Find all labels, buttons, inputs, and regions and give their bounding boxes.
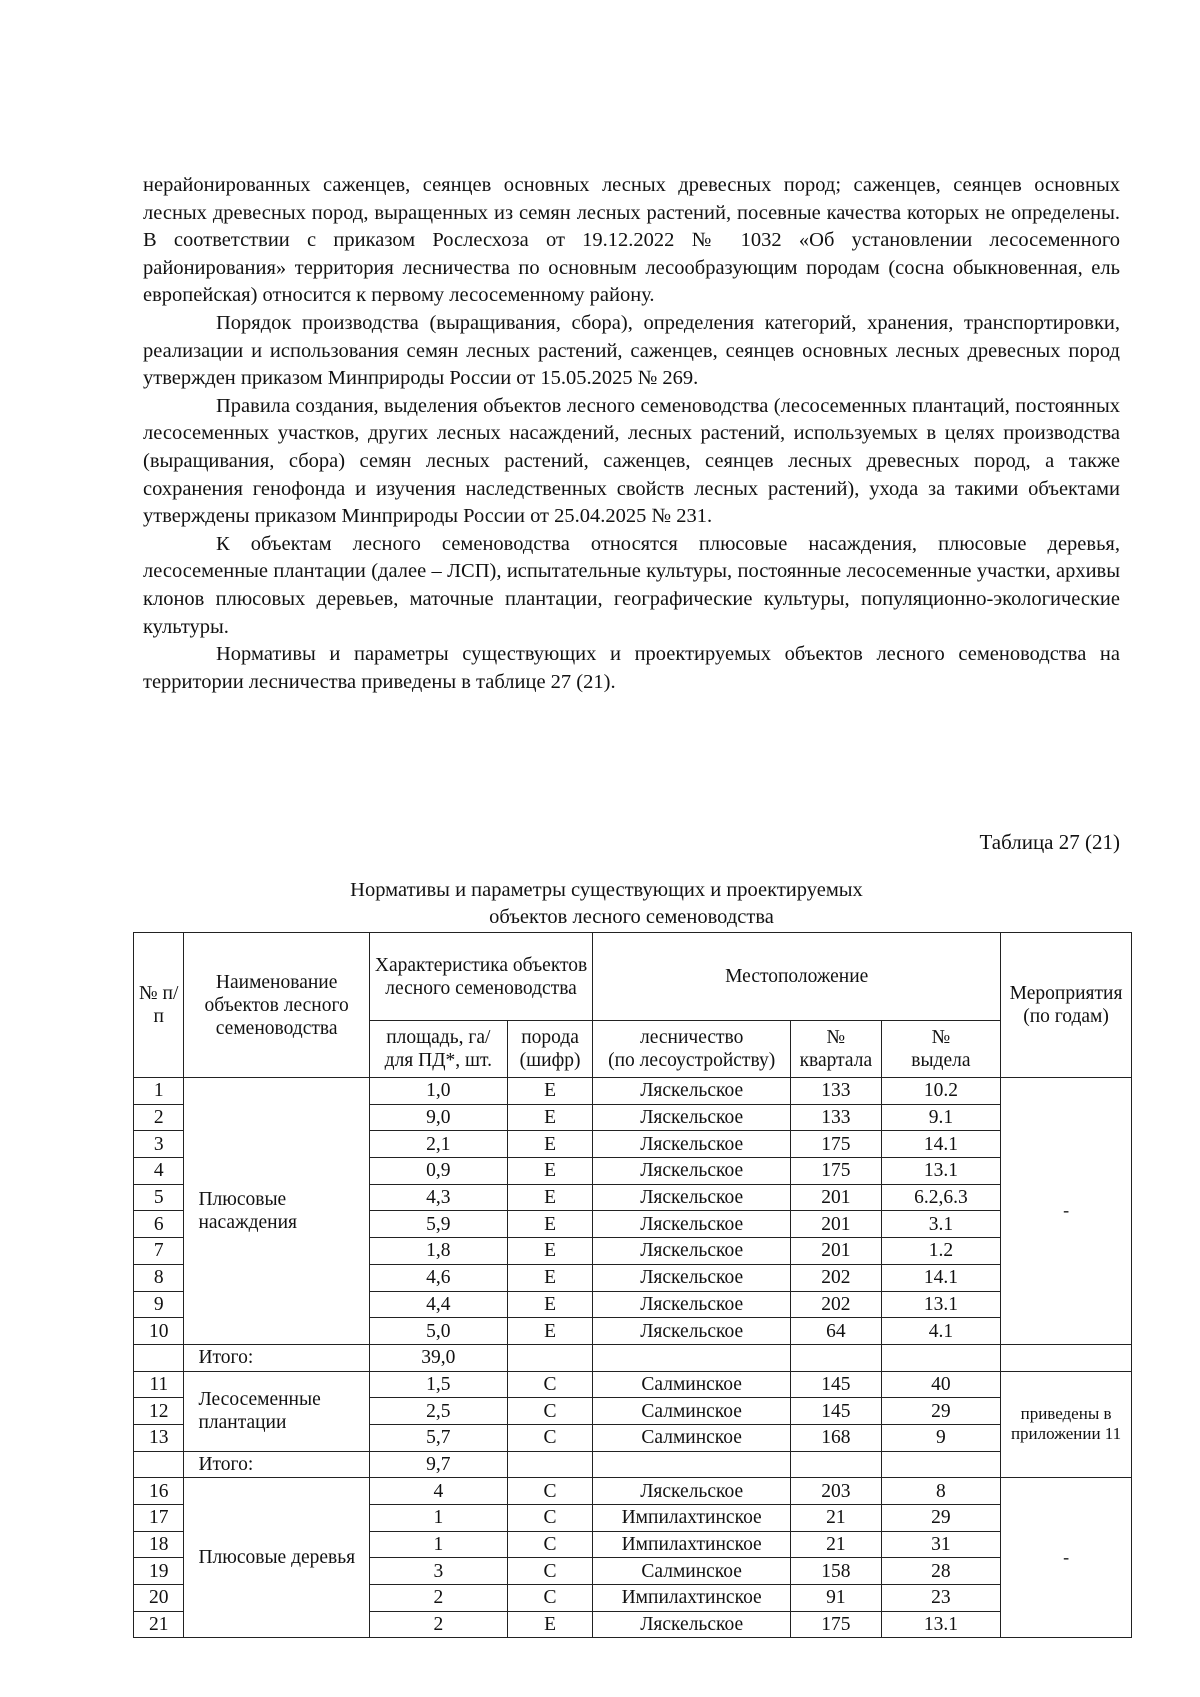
header-plot-line-1: №: [931, 1027, 951, 1048]
cell-empty: [881, 1451, 1000, 1478]
cell-forestry: Ляскельское: [593, 1478, 791, 1505]
cell-object-name: Плюсовые насаждения: [184, 1078, 369, 1345]
cell-plot: 9.1: [881, 1104, 1000, 1131]
cell-num: 11: [134, 1371, 184, 1398]
cell-quarter: 175: [791, 1158, 882, 1185]
paragraph-3: Правила создания, выделения объектов лесного семеноводства (лесосеменных плантаций, постоянных лесосеменных участков, других лесных насаждений, лесных растений, используемых в целях производства (выращивания, сбора) семян лесных растений, саженцев, сеянцев лесных древесных пород, а также сохранения генофонда и изучения наследственных свойств лесных растений), ухода за такими объектами утверждены приказом Минприроды России от 25.04.2025 № 231.: [143, 394, 1120, 528]
header-species-line-1: порода: [521, 1027, 579, 1048]
cell-events: приведены в приложении 11: [1001, 1371, 1132, 1478]
cell-object-name: Плюсовые деревья: [184, 1478, 369, 1638]
cell-forestry: Импилахтинское: [593, 1505, 791, 1532]
cell-empty: [593, 1344, 791, 1371]
header-species: [507, 1021, 592, 1078]
table-title-line-1: Нормативы и параметры существующих и проектируемых: [350, 879, 863, 901]
cell-plot: 13.1: [881, 1291, 1000, 1318]
cell-quarter: 91: [791, 1585, 882, 1612]
table-row: [134, 1478, 1132, 1505]
total-label: Итого:: [184, 1451, 369, 1478]
cell-num: 18: [134, 1531, 184, 1558]
header-characteristics: Характеристика объектов лесного семеноводства: [369, 933, 592, 1021]
cell-plot: 8: [881, 1478, 1000, 1505]
cell-species: С: [507, 1398, 592, 1425]
cell-forestry: Ляскельское: [593, 1158, 791, 1185]
cell-area: 2: [369, 1585, 507, 1612]
cell-quarter: 175: [791, 1611, 882, 1638]
cell-num: 4: [134, 1158, 184, 1185]
cell-empty: [791, 1344, 882, 1371]
header-name: Наименование объектов лесного семеноводства: [184, 933, 369, 1078]
header-species-line-2: (шифр): [519, 1050, 581, 1071]
cell-plot: 10.2: [881, 1078, 1000, 1105]
cell-forestry: Ляскельское: [593, 1291, 791, 1318]
cell-forestry: Салминское: [593, 1371, 791, 1398]
cell-plot: 14.1: [881, 1131, 1000, 1158]
cell-quarter: 201: [791, 1184, 882, 1211]
table-title-line-2: объектов лесного семеноводства: [489, 906, 774, 928]
cell-forestry: Ляскельское: [593, 1318, 791, 1345]
cell-num: 5: [134, 1184, 184, 1211]
cell-num-empty: [134, 1344, 184, 1371]
table-row: [134, 1371, 1132, 1398]
header-location: Местоположение: [593, 933, 1001, 1021]
cell-area: 2: [369, 1611, 507, 1638]
header-num: № п/п: [134, 933, 184, 1078]
header-area-line-2: для ПД*, шт.: [384, 1050, 492, 1071]
cell-num: 13: [134, 1424, 184, 1451]
cell-plot: 13.1: [881, 1158, 1000, 1185]
paragraph-1: нерайонированных саженцев, сеянцев основных лесных древесных пород; саженцев, сеянцев основных лесных древесных пород, выращенных из семян лесных растений, посевные качества которых не определены. В соответствии с приказом Рослесхоза от 19.12.2022 № 1032 «Об установлении лесосеменного районирования» территория лесничества по основным лесообразующим породам (сосна обыкновенная, ель европейская) относится к первому лесосеменному району.: [143, 174, 1120, 307]
cell-forestry: Импилахтинское: [593, 1531, 791, 1558]
cell-plot: 3.1: [881, 1211, 1000, 1238]
cell-quarter: 21: [791, 1531, 882, 1558]
cell-species: С: [507, 1371, 592, 1398]
cell-quarter: 145: [791, 1398, 882, 1425]
cell-area: 1: [369, 1531, 507, 1558]
header-plot-line-2: выдела: [911, 1050, 971, 1071]
body-text: [143, 172, 1120, 696]
cell-forestry: Салминское: [593, 1424, 791, 1451]
cell-area: 5,9: [369, 1211, 507, 1238]
cell-species: Е: [507, 1078, 592, 1105]
cell-num: 3: [134, 1131, 184, 1158]
cell-area: 4,4: [369, 1291, 507, 1318]
cell-forestry: Ляскельское: [593, 1611, 791, 1638]
cell-species: Е: [507, 1238, 592, 1265]
cell-area: 1,5: [369, 1371, 507, 1398]
cell-empty: [593, 1451, 791, 1478]
cell-plot: 13.1: [881, 1611, 1000, 1638]
cell-plot: 29: [881, 1505, 1000, 1532]
cell-area: 5,7: [369, 1424, 507, 1451]
cell-plot: 14.1: [881, 1264, 1000, 1291]
header-quarter: [791, 1021, 882, 1078]
cell-plot: 6.2,6.3: [881, 1184, 1000, 1211]
cell-empty: [881, 1344, 1000, 1371]
cell-area: 4: [369, 1478, 507, 1505]
cell-area: 4,3: [369, 1184, 507, 1211]
cell-species: Е: [507, 1104, 592, 1131]
cell-empty: [791, 1451, 882, 1478]
total-row: [134, 1451, 1132, 1478]
cell-area: 2,1: [369, 1131, 507, 1158]
cell-species: С: [507, 1505, 592, 1532]
table-number: Таблица 27 (21): [979, 830, 1120, 854]
cell-events: -: [1001, 1078, 1132, 1345]
total-value: 39,0: [369, 1344, 507, 1371]
cell-area: 1,8: [369, 1238, 507, 1265]
cell-num: 2: [134, 1104, 184, 1131]
cell-num: 10: [134, 1318, 184, 1345]
cell-num: 1: [134, 1078, 184, 1105]
table-title: [143, 877, 1120, 931]
cell-num: 6: [134, 1211, 184, 1238]
cell-num: 19: [134, 1558, 184, 1585]
cell-quarter: 201: [791, 1238, 882, 1265]
cell-forestry: Ляскельское: [593, 1078, 791, 1105]
cell-quarter: 203: [791, 1478, 882, 1505]
cell-area: 5,0: [369, 1318, 507, 1345]
cell-forestry: Ляскельское: [593, 1104, 791, 1131]
cell-num: 16: [134, 1478, 184, 1505]
cell-species: С: [507, 1531, 592, 1558]
total-value: 9,7: [369, 1451, 507, 1478]
cell-species: С: [507, 1424, 592, 1451]
header-quarter-line-1: №: [826, 1027, 846, 1048]
cell-plot: 23: [881, 1585, 1000, 1612]
cell-area: 2,5: [369, 1398, 507, 1425]
cell-area: 9,0: [369, 1104, 507, 1131]
seed-objects-table: [133, 932, 1132, 1638]
cell-num: 7: [134, 1238, 184, 1265]
cell-plot: 29: [881, 1398, 1000, 1425]
cell-num: 20: [134, 1585, 184, 1612]
cell-forestry: Ляскельское: [593, 1211, 791, 1238]
cell-species: С: [507, 1478, 592, 1505]
header-area-line-1: площадь, га/: [386, 1027, 491, 1048]
cell-quarter: 202: [791, 1291, 882, 1318]
cell-num: 17: [134, 1505, 184, 1532]
header-quarter-line-2: квартала: [799, 1050, 873, 1071]
cell-plot: 31: [881, 1531, 1000, 1558]
cell-events: -: [1001, 1478, 1132, 1638]
cell-quarter: 175: [791, 1131, 882, 1158]
cell-empty: [507, 1451, 592, 1478]
cell-num: 9: [134, 1291, 184, 1318]
cell-quarter: 158: [791, 1558, 882, 1585]
header-forestry: [593, 1021, 791, 1078]
cell-forestry: Импилахтинское: [593, 1585, 791, 1612]
cell-area: 3: [369, 1558, 507, 1585]
cell-empty: [507, 1344, 592, 1371]
cell-area: 1: [369, 1505, 507, 1532]
cell-quarter: 64: [791, 1318, 882, 1345]
cell-forestry: Ляскельское: [593, 1184, 791, 1211]
cell-num-empty: [134, 1451, 184, 1478]
cell-area: 4,6: [369, 1264, 507, 1291]
cell-species: Е: [507, 1291, 592, 1318]
cell-forestry: Ляскельское: [593, 1238, 791, 1265]
cell-species: Е: [507, 1158, 592, 1185]
cell-species: Е: [507, 1611, 592, 1638]
total-row: [134, 1344, 1132, 1371]
header-plot: [881, 1021, 1000, 1078]
cell-plot: 28: [881, 1558, 1000, 1585]
cell-quarter: 133: [791, 1104, 882, 1131]
cell-plot: 1.2: [881, 1238, 1000, 1265]
cell-quarter: 202: [791, 1264, 882, 1291]
cell-plot: 4.1: [881, 1318, 1000, 1345]
cell-forestry: Ляскельское: [593, 1264, 791, 1291]
cell-species: Е: [507, 1184, 592, 1211]
cell-species: С: [507, 1585, 592, 1612]
header-events: Мероприятия (по годам): [1001, 933, 1132, 1078]
cell-object-name: Лесосеменные плантации: [184, 1371, 369, 1451]
cell-quarter: 21: [791, 1505, 882, 1532]
cell-num: 12: [134, 1398, 184, 1425]
paragraph-5: Нормативы и параметры существующих и проектируемых объектов лесного семеноводства на территории лесничества приведены в таблице 27 (21).: [143, 643, 1120, 693]
cell-species: Е: [507, 1131, 592, 1158]
cell-species: Е: [507, 1211, 592, 1238]
table-row: [134, 1078, 1132, 1105]
paragraph-2: Порядок производства (выращивания, сбора), определения категорий, хранения, транспортировки, реализации и использования семян лесных растений, саженцев, сеянцев основных лесных древесных пород утвержден приказом Минприроды России от 15.05.2025 № 269.: [143, 311, 1120, 390]
cell-num: 8: [134, 1264, 184, 1291]
header-area: [369, 1021, 507, 1078]
cell-forestry: Ляскельское: [593, 1131, 791, 1158]
cell-empty: [1001, 1344, 1132, 1371]
cell-area: 1,0: [369, 1078, 507, 1105]
cell-species: С: [507, 1558, 592, 1585]
cell-species: Е: [507, 1264, 592, 1291]
cell-quarter: 201: [791, 1211, 882, 1238]
header-forestry-line-2: (по лесоустройству): [608, 1050, 776, 1071]
cell-quarter: 145: [791, 1371, 882, 1398]
total-label: Итого:: [184, 1344, 369, 1371]
header-forestry-line-1: лесничество: [639, 1027, 744, 1048]
cell-quarter: 168: [791, 1424, 882, 1451]
cell-forestry: Салминское: [593, 1398, 791, 1425]
cell-species: Е: [507, 1318, 592, 1345]
cell-forestry: Салминское: [593, 1558, 791, 1585]
cell-plot: 9: [881, 1424, 1000, 1451]
cell-num: 21: [134, 1611, 184, 1638]
cell-area: 0,9: [369, 1158, 507, 1185]
cell-quarter: 133: [791, 1078, 882, 1105]
cell-plot: 40: [881, 1371, 1000, 1398]
paragraph-4: К объектам лесного семеноводства относятся плюсовые насаждения, плюсовые деревья, лесосеменные плантации (далее – ЛСП), испытательные культуры, постоянные лесосеменные участки, архивы клонов плюсовых деревьев, маточные плантации, географические культуры, популяционно-экологические культуры.: [143, 532, 1120, 638]
